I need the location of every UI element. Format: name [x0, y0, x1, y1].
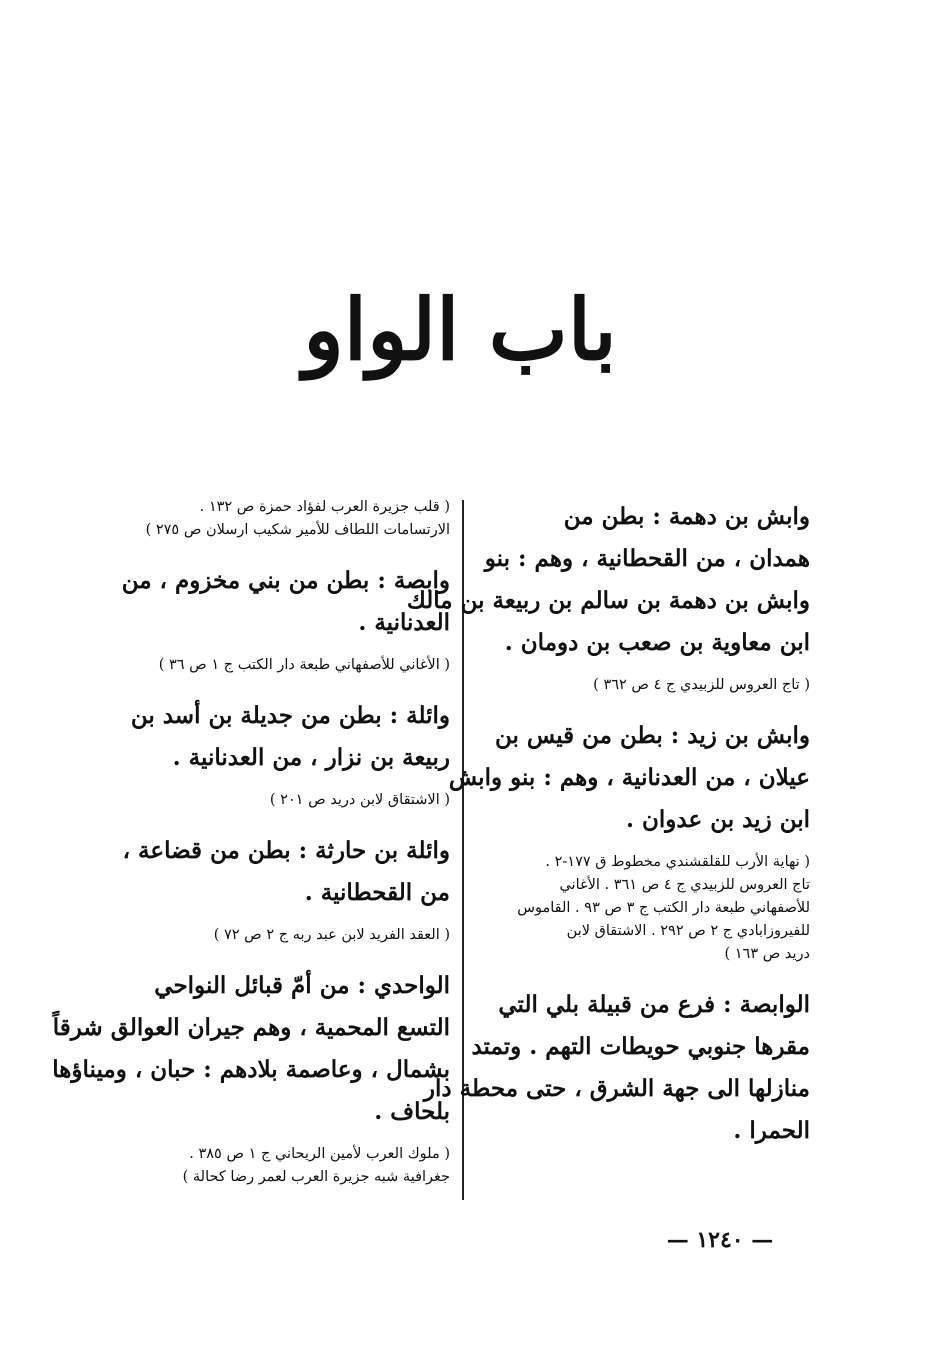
reference-block	[478, 851, 810, 966]
page-number: — ١٢٤٠ —	[666, 1227, 774, 1253]
reference-line: ( قلب جزيرة العرب لفؤاد حمزة ص ١٣٢ .	[199, 499, 450, 515]
entry-line: مقرها جنوبي حويطات التهم . وتمتد	[471, 1033, 810, 1060]
entry-line: وابش بن دهمة : بطن من	[563, 503, 810, 530]
entry-line: وابش بن دهمة بن سالم بن ربيعة بن مالك	[406, 587, 810, 614]
entry-line: الوابصة : فرع من قبيلة بلي التي	[498, 991, 810, 1018]
reference-line: للفيروزابادي ج ٢ ص ٢٩٢ . الاشتقاق لابن	[566, 923, 810, 939]
reference-line: ( نهاية الأرب للقلقشندي مخطوط ق ١٧٧-٢ .	[545, 854, 810, 870]
reference-line: ( العقد الفريد لابن عبد ربه ج ٢ ص ٧٢ )	[213, 927, 450, 943]
reference-block	[104, 924, 450, 947]
reference-line: دريد ص ١٦٣ )	[724, 946, 810, 962]
entry-al-wabisa	[423, 984, 810, 1152]
left-column	[52, 496, 450, 1207]
entry-line: وابصة : بطن من بني مخزوم ، من	[121, 567, 450, 594]
entry-line: ابن معاوية بن صعب بن دومان .	[504, 629, 810, 656]
entry-line: بلحاف .	[374, 1098, 450, 1125]
reference-block	[104, 654, 450, 677]
reference-line: ( الاشتقاق لابن دريد ص ٢٠١ )	[269, 792, 450, 808]
entry-wabish-bin-zayd	[448, 715, 810, 841]
entry-line: وابش بن زيد : بطن من قيس بن	[494, 722, 810, 749]
reference-line: ( تاج العروس للزبيدي ج ٤ ص ٣٦٢ )	[593, 677, 810, 693]
entry-al-wahidi	[52, 965, 450, 1133]
entry-line: عيلان ، من العدنانية ، وهم : بنو وابش	[448, 764, 810, 791]
reference-block	[104, 789, 450, 812]
entry-line: وائلة : بطن من جديلة بن أسد بن	[130, 702, 450, 729]
entry-line: الحمرا .	[733, 1117, 810, 1144]
entry-line: منازلها الى جهة الشرق ، حتى محطة دار	[423, 1075, 810, 1102]
entry-line: وائلة بن حارثة : بطن من قضاعة ،	[122, 837, 450, 864]
entry-wabish-bin-dahma	[406, 496, 810, 664]
entry-line: ربيعة بن نزار ، من العدنانية .	[172, 744, 450, 771]
reference-line: تاج العروس للزبيدي ج ٤ ص ٣٦١ . الأغاني	[559, 877, 810, 893]
reference-line: ( ملوك العرب لأمين الريحاني ج ١ ص ٣٨٥ .	[189, 1146, 450, 1162]
reference-line: للأصفهاني طبعة دار الكتب ج ٣ ص ٩٣ . القاموس	[517, 900, 810, 916]
entry-line: التسع المحمية ، وهم جيران العوالق شرقاً	[52, 1014, 450, 1041]
chapter-title: باب الواو	[303, 280, 617, 379]
entry-line: همدان ، من القحطانية ، وهم : بنو	[484, 545, 810, 572]
reference-line: جغرافية شبه جزيرة العرب لعمر رضا كحالة )	[182, 1169, 450, 1185]
entry-line: بشمال ، وعاصمة بلادهم : حبان ، وميناؤها	[52, 1056, 450, 1083]
entry-line: ابن زيد بن عدوان .	[625, 806, 810, 833]
reference-line: ( الأغاني للأصفهاني طبعة دار الكتب ج ١ ص ٣٦ )	[158, 657, 450, 673]
entry-line: العدنانية .	[358, 609, 450, 636]
entry-waila	[104, 695, 450, 779]
entry-waila-bin-haritha	[104, 830, 450, 914]
reference-block	[104, 496, 450, 542]
reference-block	[478, 674, 810, 697]
entry-wabisa	[104, 560, 450, 644]
reference-line: الارتسامات اللطاف للأمير شكيب ارسلان ص ٢٧٥ )	[145, 522, 450, 538]
reference-block	[104, 1143, 450, 1189]
entry-line: الواحدي : من أمّ قبائل النواحي	[154, 972, 450, 999]
entry-line: من القحطانية .	[304, 879, 450, 906]
